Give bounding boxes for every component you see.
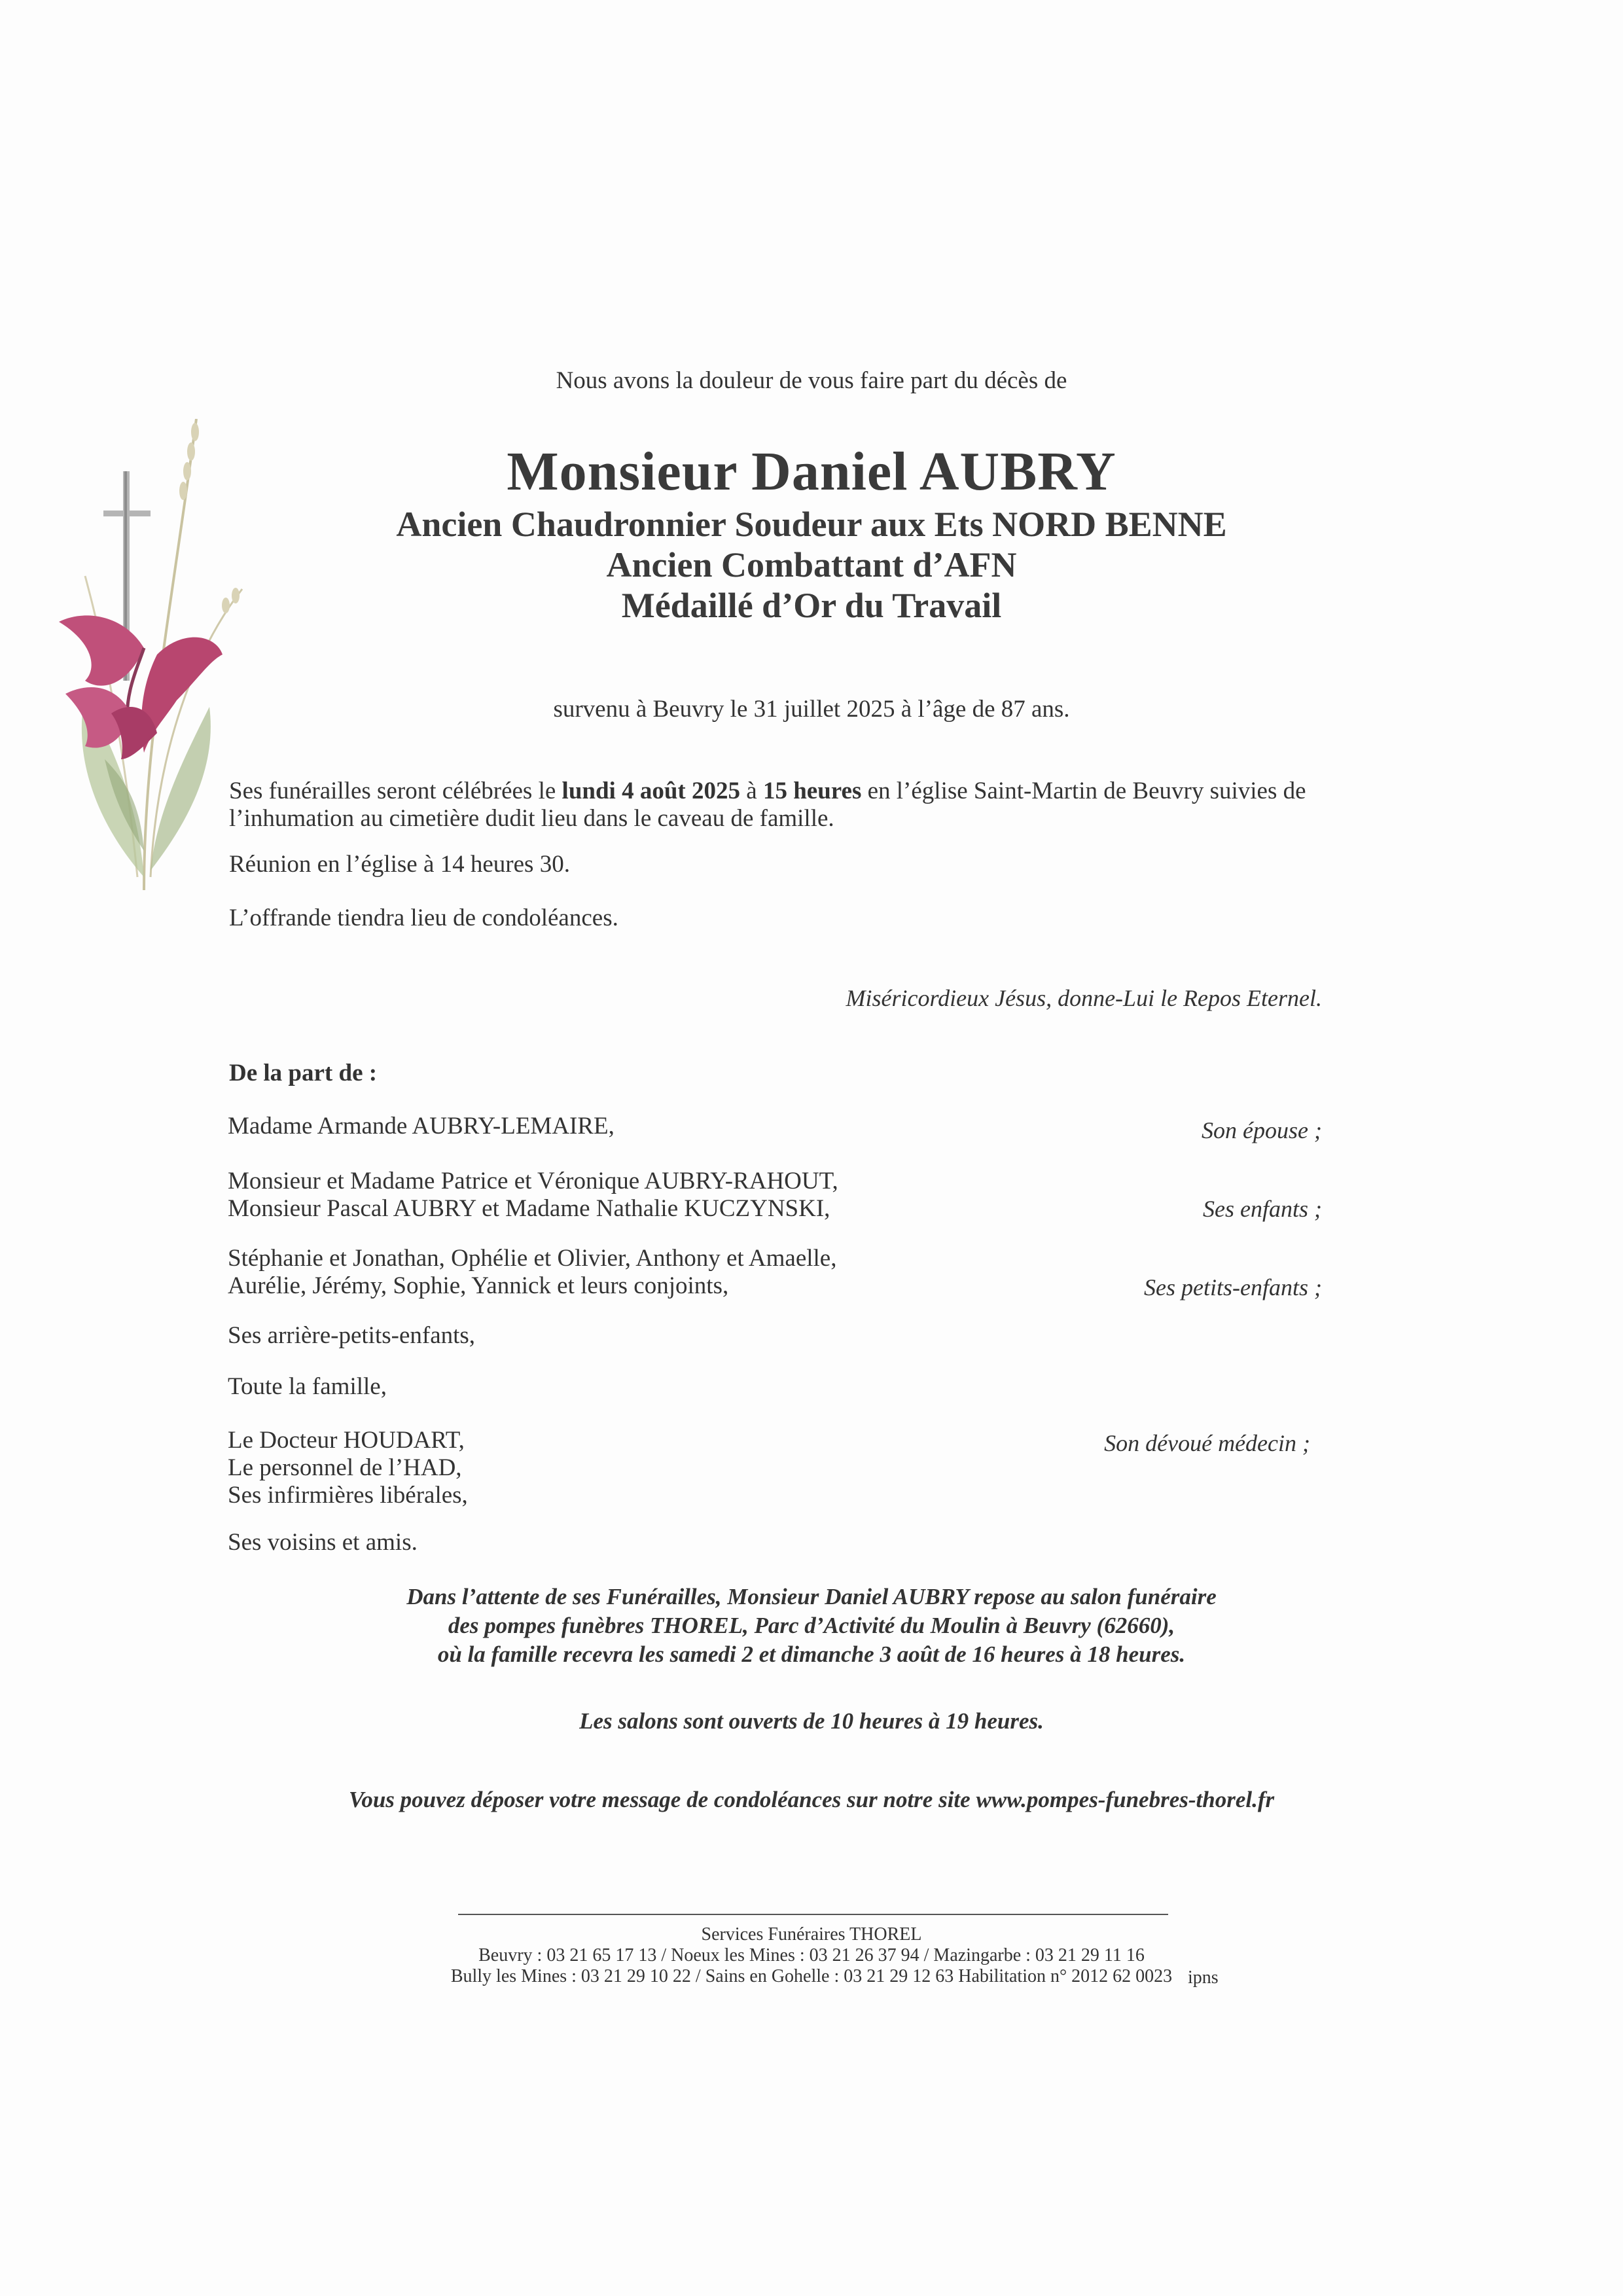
prayer: Miséricordieux Jésus, donne-Lui le Repos Eternel. bbox=[846, 985, 1322, 1011]
funeral-text-1: Ses funérailles seront célébrées le bbox=[229, 778, 562, 804]
great-grandchildren: Ses arrière-petits-enfants, bbox=[228, 1322, 476, 1349]
offrande-text: L’offrande tiendra lieu de condoléances. bbox=[229, 905, 618, 931]
neighbours: Ses voisins et amis. bbox=[228, 1529, 418, 1556]
funeral-text-2: à bbox=[740, 778, 763, 804]
funeral-text-line2: l’inhumation au cimetière dudit lieu dans le caveau de famille. bbox=[229, 805, 834, 832]
funeral-details bbox=[229, 778, 1329, 833]
spouse-relation: Son épouse ; bbox=[1202, 1117, 1322, 1143]
viewing-line: des pompes funèbres THOREL, Parc d’Activité du Moulin à Beuvry (62660), bbox=[448, 1613, 1175, 1638]
viewing-line: Dans l’attente de ses Funérailles, Monsieur Daniel AUBRY repose au salon funéraire bbox=[406, 1584, 1217, 1609]
grandchildren-relation: Ses petits-enfants ; bbox=[1144, 1274, 1322, 1300]
announcement-intro: Nous avons la douleur de vous faire part du décès de bbox=[556, 367, 1067, 394]
children-list bbox=[228, 1168, 1079, 1223]
grandchild-line: Aurélie, Jérémy, Sophie, Yannick et leurs conjoints, bbox=[228, 1272, 729, 1299]
doctor-line: Le personnel de l’HAD, bbox=[228, 1454, 462, 1481]
doctor-relation: Son dévoué médecin ; bbox=[1104, 1430, 1310, 1456]
viewing-line: où la famille recevra les samedi 2 et dimanche 3 août de 16 heures à 18 heures. bbox=[437, 1641, 1186, 1667]
spouse-name: Madame Armande AUBRY-LEMAIRE, bbox=[228, 1113, 615, 1139]
deceased-title-2: Ancien Combattant d’AFN bbox=[606, 545, 1017, 584]
footer-company: Services Funéraires THOREL bbox=[701, 1924, 922, 1945]
reunion-text: Réunion en l’église à 14 heures 30. bbox=[229, 851, 570, 878]
footer-phones-1: Beuvry : 03 21 65 17 13 / Noeux les Mines : 03 21 26 37 94 / Mazingarbe : 03 21 29 11 16 bbox=[478, 1945, 1145, 1965]
deceased-title-1: Ancien Chaudronnier Soudeur aux Ets NORD BENNE bbox=[396, 505, 1227, 544]
ipns-mark: ipns bbox=[1188, 1967, 1219, 1988]
doctor-line: Le Docteur HOUDART, bbox=[228, 1427, 465, 1454]
deceased-title-3: Médaillé d’Or du Travail bbox=[621, 586, 1002, 625]
grandchild-line: Stéphanie et Jonathan, Ophélie et Olivier, Anthony et Amaelle, bbox=[228, 1245, 837, 1272]
whole-family: Toute la famille, bbox=[228, 1373, 387, 1400]
funeral-text-3: en l’église Saint-Martin de Beuvry suivies de bbox=[861, 778, 1306, 804]
funeral-date: lundi 4 août 2025 bbox=[562, 778, 740, 804]
footer-divider bbox=[458, 1914, 1168, 1915]
footer-phones-2: Bully les Mines : 03 21 29 10 22 / Sains en Gohelle : 03 21 29 12 63 Habilitation n° 2012 62 0023 bbox=[450, 1966, 1173, 1986]
doctor-line: Ses infirmières libérales, bbox=[228, 1482, 468, 1509]
salon-hours: Les salons sont ouverts de 10 heures à 19 heures. bbox=[579, 1708, 1044, 1734]
funeral-time: 15 heures bbox=[762, 778, 862, 804]
grandchildren-list bbox=[228, 1245, 1079, 1300]
child-line: Monsieur et Madame Patrice et Véronique AUBRY-RAHOUT, bbox=[228, 1168, 838, 1194]
viewing-notice bbox=[0, 1583, 1623, 1669]
condolence-website: Vous pouvez déposer votre message de condoléances sur notre site www.pompes-funebres-thorel.fr bbox=[348, 1787, 1275, 1812]
de-la-part-heading: De la part de : bbox=[229, 1060, 378, 1086]
children-relation: Ses enfants ; bbox=[1203, 1196, 1322, 1222]
deceased-name: Monsieur Daniel AUBRY bbox=[507, 441, 1116, 502]
death-details: survenu à Beuvry le 31 juillet 2025 à l’âge de 87 ans. bbox=[553, 696, 1070, 723]
child-line: Monsieur Pascal AUBRY et Madame Nathalie KUCZYNSKI, bbox=[228, 1195, 830, 1222]
doctor-list bbox=[228, 1427, 1079, 1509]
